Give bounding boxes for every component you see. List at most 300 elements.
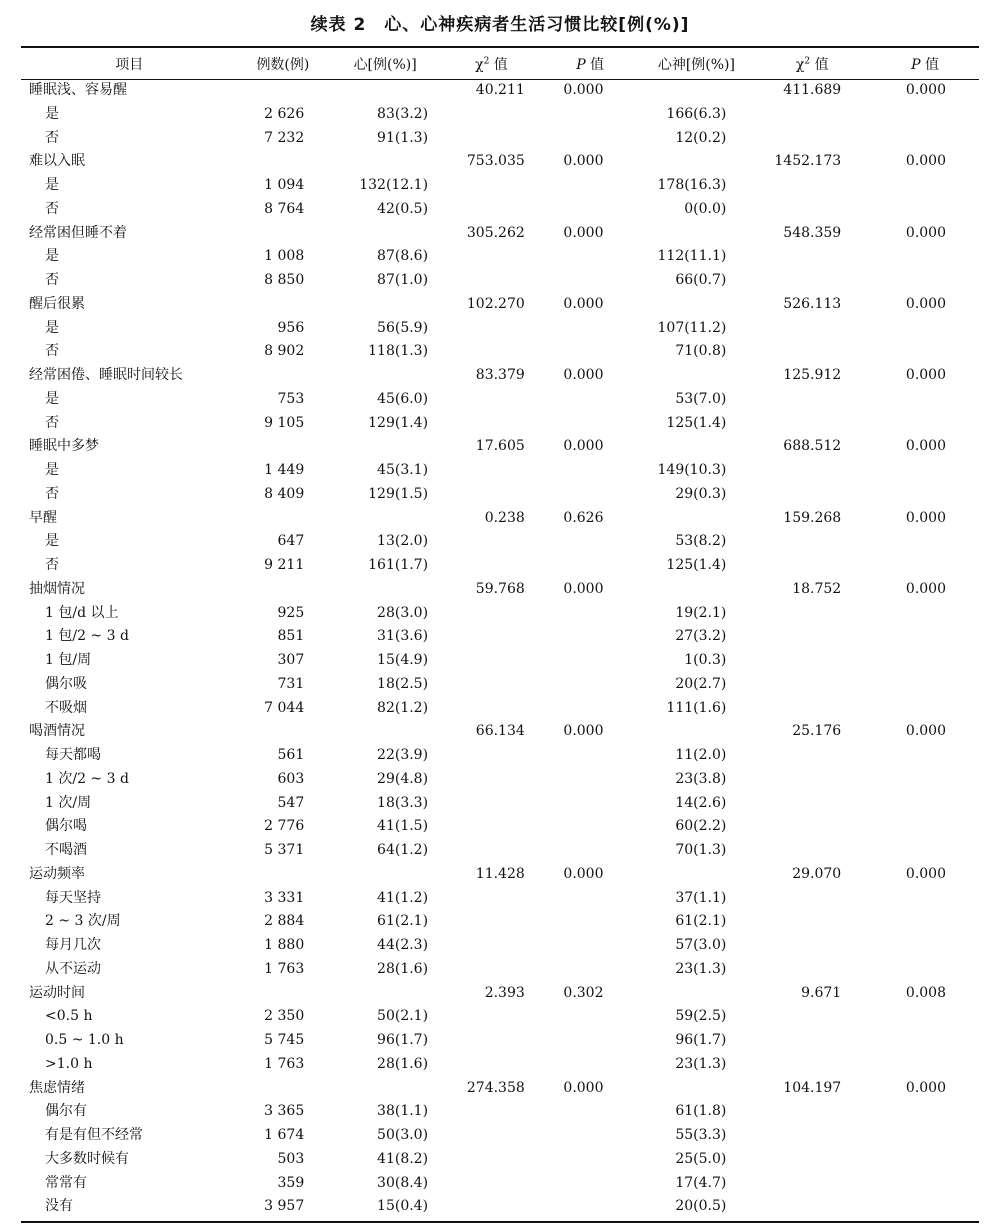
chi-square-cell-2 <box>753 245 871 269</box>
p-value-cell <box>541 958 640 982</box>
p-value-cell <box>541 1124 640 1148</box>
p-value-cell-2 <box>871 934 979 958</box>
p-value-cell <box>541 317 640 341</box>
heart-cell: 64(1.2) <box>377 842 429 858</box>
p-value-cell-2 <box>871 198 979 222</box>
chi-square-cell-2 <box>753 839 871 863</box>
heart-cell: 30(8.4) <box>377 1174 429 1191</box>
header-row <box>21 48 979 79</box>
chi-square-cell-2 <box>753 768 871 792</box>
chi-square-cell <box>442 1172 541 1196</box>
count-cell: 8 902 <box>264 343 305 360</box>
p-value-cell-2 <box>871 1195 979 1219</box>
p-value-cell <box>541 625 640 649</box>
heart-cell: 28(1.6) <box>377 1055 429 1072</box>
p-value-cell-2 <box>871 317 979 341</box>
group-row <box>21 982 979 1006</box>
chi-square-cell <box>442 388 541 412</box>
chi-square-cell <box>442 483 541 507</box>
heart-mind-cell <box>640 222 754 246</box>
heart-mind-cell: 11(2.0) <box>675 747 727 763</box>
table-row <box>21 839 979 863</box>
table-row <box>21 602 979 626</box>
p-value-cell-2 <box>871 815 979 839</box>
chi-square-cell <box>442 1195 541 1219</box>
p-value-cell-2 <box>871 174 979 198</box>
chi-square-cell-2 <box>753 673 871 697</box>
count-cell: 1 880 <box>264 937 305 953</box>
count-cell: 2 350 <box>264 1008 305 1025</box>
heart-cell <box>328 364 442 388</box>
row-label: >1.0 h <box>45 1055 93 1072</box>
table-row <box>21 697 979 721</box>
chi-square-cell-2 <box>753 459 871 483</box>
heart-cell: 41(1.5) <box>377 818 429 835</box>
heart-mind-cell: 23(1.3) <box>675 1055 727 1072</box>
heart-cell <box>328 222 442 246</box>
p-value-cell <box>541 1100 640 1124</box>
heart-cell: 56(5.9) <box>377 319 429 336</box>
count-cell <box>238 364 329 388</box>
heart-mind-cell: 27(3.2) <box>675 628 727 645</box>
group-row <box>21 720 979 744</box>
p-value-cell <box>541 127 640 151</box>
count-cell: 731 <box>277 675 305 692</box>
chi-square-cell-2 <box>753 1029 871 1053</box>
p-value-cell <box>541 1195 640 1219</box>
table-row <box>21 198 979 222</box>
chi-square-cell <box>442 174 541 198</box>
row-label: <0.5 h <box>45 1008 93 1025</box>
count-cell <box>238 1077 329 1101</box>
chi-square-cell <box>442 744 541 768</box>
count-cell: 753 <box>277 390 305 407</box>
heart-cell: 96(1.7) <box>377 1032 429 1048</box>
heart-cell: 118(1.3) <box>368 343 429 360</box>
p-value-cell <box>541 483 640 507</box>
heart-mind-cell: 178(16.3) <box>657 177 727 193</box>
chi-square-cell-2 <box>753 602 871 626</box>
row-label: 偶尔喝 <box>45 818 87 835</box>
p-value-cell <box>541 340 640 364</box>
group-label: 抽烟情况 <box>29 580 85 597</box>
chi-square-cell-2 <box>753 198 871 222</box>
row-label: 否 <box>45 485 59 502</box>
chi-square-cell-2 <box>753 554 871 578</box>
p-value-cell <box>541 1148 640 1172</box>
chi-square-cell: 305.262 <box>466 224 525 241</box>
p-value-cell-2 <box>871 1172 979 1196</box>
heart-cell: 91(1.3) <box>377 129 429 146</box>
chi-square-cell <box>442 934 541 958</box>
p-value-cell <box>541 910 640 934</box>
chi-square-cell <box>442 815 541 839</box>
group-label: 经常困倦、睡眠时间较长 <box>29 367 183 383</box>
heart-cell: 29(4.8) <box>377 770 429 787</box>
count-cell: 1 008 <box>264 248 305 265</box>
heart-mind-cell: 96(1.7) <box>675 1032 727 1048</box>
chi-square-cell-2 <box>753 1124 871 1148</box>
p-value-cell-2 <box>871 768 979 792</box>
heart-mind-cell: 111(1.6) <box>666 699 727 716</box>
table-title: 续表 2 心、心神疾病者生活习惯比较[例(%)] <box>310 15 690 35</box>
p-value-cell-2 <box>871 1029 979 1053</box>
table-row <box>21 388 979 412</box>
heart-mind-cell: 1(0.3) <box>684 652 727 668</box>
heart-cell: 161(1.7) <box>368 557 429 573</box>
p-value-cell-2 <box>871 744 979 768</box>
count-cell: 2 776 <box>264 818 305 835</box>
chi-square-cell-2: 411.689 <box>783 82 842 98</box>
row-label: 是 <box>45 390 59 407</box>
group-row <box>21 578 979 602</box>
row-label: 是 <box>45 319 59 336</box>
table-row <box>21 127 979 151</box>
table-row <box>21 245 979 269</box>
heart-cell: 83(3.2) <box>377 105 429 122</box>
p-value-cell-2 <box>871 340 979 364</box>
count-cell <box>238 222 329 246</box>
count-cell: 561 <box>277 747 305 763</box>
p-value-cell-2 <box>871 483 979 507</box>
table-row <box>21 958 979 982</box>
chi-square-cell-2 <box>753 934 871 958</box>
count-cell: 1 763 <box>264 960 305 977</box>
heart-cell <box>328 79 442 103</box>
row-label: 2 ~ 3 次/周 <box>45 913 121 930</box>
row-label: 常常有 <box>45 1174 87 1191</box>
count-cell <box>238 982 329 1006</box>
table-row <box>21 1148 979 1172</box>
chi-square-cell <box>442 649 541 673</box>
table-body <box>21 79 979 1219</box>
p-value-cell-2 <box>871 1053 979 1077</box>
count-cell <box>238 293 329 317</box>
p-value-cell <box>541 744 640 768</box>
chi-square-cell <box>442 245 541 269</box>
heart-cell: 132(12.1) <box>359 177 429 193</box>
p-value-cell-2 <box>871 887 979 911</box>
p-value-cell-2: 0.000 <box>905 224 946 241</box>
heart-cell: 129(1.5) <box>368 485 429 502</box>
chi-square-cell-2 <box>753 744 871 768</box>
chi-square-cell-2 <box>753 530 871 554</box>
chi-square-cell-2: 125.912 <box>783 367 842 383</box>
count-cell: 956 <box>277 319 305 336</box>
chi-square-cell-2 <box>753 625 871 649</box>
count-cell: 9 211 <box>264 557 305 573</box>
group-label: 难以入眠 <box>29 153 85 170</box>
chi-square-cell-2 <box>753 1195 871 1219</box>
chi-square-cell <box>442 887 541 911</box>
table-row <box>21 1005 979 1029</box>
heart-cell: 41(8.2) <box>377 1150 429 1167</box>
table-row <box>21 317 979 341</box>
chi-square-cell <box>442 340 541 364</box>
count-cell: 8 850 <box>264 272 305 288</box>
p-value-cell-2 <box>871 459 979 483</box>
p-value-cell <box>541 602 640 626</box>
heart-cell: 13(2.0) <box>377 533 429 550</box>
heart-cell: 50(2.1) <box>377 1008 429 1025</box>
heart-mind-cell: 20(0.5) <box>675 1198 727 1215</box>
p-value-cell <box>541 815 640 839</box>
chi-square-cell-2 <box>753 958 871 982</box>
p-value-cell: 0.000 <box>563 295 604 312</box>
heart-mind-cell: 57(3.0) <box>675 937 727 953</box>
table-row <box>21 269 979 293</box>
heart-mind-cell <box>640 293 754 317</box>
table-row <box>21 910 979 934</box>
row-label: 否 <box>45 557 59 573</box>
count-cell <box>238 720 329 744</box>
chi-square-cell: 66.134 <box>475 723 525 740</box>
p-value-cell <box>541 412 640 436</box>
chi-square-cell <box>442 412 541 436</box>
heart-cell <box>328 982 442 1006</box>
chi-square-cell <box>442 839 541 863</box>
heart-mind-cell: 125(1.4) <box>666 414 727 431</box>
chi-square-cell-2: 688.512 <box>783 438 842 455</box>
chi-square-cell <box>442 768 541 792</box>
chi-square-cell-2 <box>753 1053 871 1077</box>
count-cell: 603 <box>277 770 305 787</box>
row-label: 1 包/周 <box>45 652 92 668</box>
count-cell: 8 764 <box>264 200 305 217</box>
heart-cell: 45(3.1) <box>377 462 429 478</box>
row-label: 否 <box>45 200 59 217</box>
row-label: 从不运动 <box>45 960 101 977</box>
row-label: 偶尔有 <box>45 1103 87 1120</box>
chi-square-cell-2: 548.359 <box>783 224 842 241</box>
count-cell: 3 365 <box>264 1103 305 1120</box>
header-p-value: P 值 <box>576 56 605 73</box>
header-heart-mind: 心神[例(%)] <box>657 56 735 73</box>
p-value-cell-2 <box>871 412 979 436</box>
row-label: 否 <box>45 129 59 146</box>
chi-square-cell-2: 25.176 <box>792 723 842 740</box>
count-cell: 547 <box>277 794 305 811</box>
bottom-rule <box>21 1221 979 1223</box>
chi-square-cell: 11.428 <box>475 865 525 882</box>
table-row <box>21 1172 979 1196</box>
heart-mind-cell: 29(0.3) <box>675 485 727 502</box>
group-label: 焦虑情绪 <box>29 1079 85 1096</box>
heart-cell <box>328 863 442 887</box>
count-cell: 3 331 <box>264 889 305 906</box>
p-value-cell: 0.000 <box>563 865 604 882</box>
chi-square-cell <box>442 269 541 293</box>
heart-mind-cell: 17(4.7) <box>675 1174 727 1191</box>
p-value-cell <box>541 839 640 863</box>
row-label: 每月几次 <box>45 937 101 953</box>
group-row <box>21 507 979 531</box>
group-label: 运动频率 <box>29 865 85 882</box>
group-row <box>21 293 979 317</box>
count-cell <box>238 79 329 103</box>
chi-square-cell <box>442 530 541 554</box>
chi-square-cell <box>442 127 541 151</box>
row-label: 1 包/d 以上 <box>45 604 119 621</box>
group-row <box>21 1077 979 1101</box>
p-value-cell <box>541 174 640 198</box>
chi-square-cell: 17.605 <box>475 438 525 455</box>
heart-mind-cell <box>640 1077 754 1101</box>
p-value-cell: 0.000 <box>563 224 604 241</box>
count-cell: 3 957 <box>264 1198 305 1215</box>
table-row <box>21 1124 979 1148</box>
table-row <box>21 1053 979 1077</box>
row-label: 大多数时候有 <box>45 1150 129 1167</box>
heart-cell <box>328 150 442 174</box>
group-row <box>21 364 979 388</box>
heart-mind-cell <box>640 364 754 388</box>
p-value-cell: 0.000 <box>563 82 604 98</box>
lifestyle-comparison-table <box>21 48 979 1219</box>
heart-cell: 42(0.5) <box>377 200 429 217</box>
p-value-cell-2 <box>871 673 979 697</box>
chi-square-cell-2: 104.197 <box>783 1079 842 1096</box>
chi-square-cell-2 <box>753 388 871 412</box>
heart-cell: 38(1.1) <box>377 1103 429 1120</box>
row-label: 不喝酒 <box>45 842 87 858</box>
chi-square-cell: 753.035 <box>466 153 525 170</box>
chi-square-cell: 2.393 <box>484 984 525 1001</box>
count-cell: 925 <box>277 604 305 621</box>
header-item: 项目 <box>115 56 144 73</box>
p-value-cell <box>541 1172 640 1196</box>
p-value-cell <box>541 554 640 578</box>
heart-cell: 22(3.9) <box>377 747 429 763</box>
row-label: 没有 <box>45 1198 73 1215</box>
chi-square-cell: 0.238 <box>484 509 525 526</box>
p-value-cell: 0.000 <box>563 1079 604 1096</box>
p-value-cell <box>541 245 640 269</box>
chi-square-cell-2 <box>753 887 871 911</box>
row-label: 1 次/2 ~ 3 d <box>45 770 129 787</box>
chi-square-cell-2: 526.113 <box>783 295 842 312</box>
table-row <box>21 792 979 816</box>
count-cell: 7 232 <box>264 129 305 146</box>
chi-square-cell-2 <box>753 1148 871 1172</box>
p-value-cell-2 <box>871 388 979 412</box>
table-row <box>21 103 979 127</box>
row-label: 有是有但不经常 <box>45 1127 143 1143</box>
table-row <box>21 1100 979 1124</box>
heart-mind-cell: 0(0.0) <box>684 200 727 217</box>
p-value-cell-2 <box>871 245 979 269</box>
table-row <box>21 625 979 649</box>
p-value-cell-2 <box>871 625 979 649</box>
group-row <box>21 435 979 459</box>
table-row <box>21 1029 979 1053</box>
heart-cell: 15(0.4) <box>377 1198 429 1215</box>
heart-cell: 87(1.0) <box>377 272 429 288</box>
heart-mind-cell: 125(1.4) <box>666 557 727 573</box>
p-value-cell: 0.302 <box>563 984 604 1001</box>
count-cell <box>238 863 329 887</box>
count-cell: 1 674 <box>264 1127 305 1143</box>
heart-mind-cell: 70(1.3) <box>675 842 727 858</box>
row-label: 是 <box>45 248 59 265</box>
p-value-cell-2: 0.000 <box>905 723 946 740</box>
chi-square-cell-2 <box>753 127 871 151</box>
heart-mind-cell: 60(2.2) <box>675 818 727 835</box>
heart-mind-cell: 166(6.3) <box>666 105 727 122</box>
p-value-cell-2: 0.000 <box>905 865 946 882</box>
row-label: 是 <box>45 462 59 478</box>
p-value-cell-2 <box>871 1100 979 1124</box>
chi-square-cell <box>442 459 541 483</box>
heart-mind-cell <box>640 150 754 174</box>
chi-square-cell <box>442 317 541 341</box>
row-label: 1 次/周 <box>45 794 92 811</box>
group-row <box>21 222 979 246</box>
p-value-cell-2: 0.000 <box>905 1079 946 1096</box>
count-cell: 503 <box>277 1150 305 1167</box>
header-chi-square-2: $\chi^2$ 值 <box>795 55 829 73</box>
heart-mind-cell <box>640 720 754 744</box>
p-value-cell <box>541 103 640 127</box>
heart-mind-cell <box>640 982 754 1006</box>
heart-mind-cell: 14(2.6) <box>675 794 727 811</box>
heart-cell <box>328 435 442 459</box>
heart-cell: 18(2.5) <box>377 675 429 692</box>
chi-square-cell <box>442 958 541 982</box>
heart-mind-cell: 107(11.2) <box>657 319 727 336</box>
count-cell <box>238 435 329 459</box>
table-row <box>21 340 979 364</box>
p-value-cell-2: 0.000 <box>905 367 946 383</box>
chi-square-cell: 102.270 <box>466 295 525 312</box>
heart-cell <box>328 293 442 317</box>
row-label: 0.5 ~ 1.0 h <box>45 1032 124 1048</box>
count-cell: 2 626 <box>264 105 305 122</box>
table-row <box>21 744 979 768</box>
heart-cell: 28(1.6) <box>377 960 429 977</box>
heart-mind-cell: 53(8.2) <box>675 533 727 550</box>
row-label: 否 <box>45 272 59 288</box>
group-row <box>21 150 979 174</box>
count-cell: 9 105 <box>264 414 305 431</box>
chi-square-cell <box>442 1148 541 1172</box>
p-value-cell-2 <box>871 103 979 127</box>
p-value-cell <box>541 887 640 911</box>
table-row <box>21 459 979 483</box>
row-label: 每天坚持 <box>45 889 101 906</box>
heart-cell <box>328 578 442 602</box>
chi-square-cell-2: 9.671 <box>801 984 842 1001</box>
table-row <box>21 554 979 578</box>
chi-square-cell <box>442 1005 541 1029</box>
chi-square-cell <box>442 602 541 626</box>
p-value-cell: 0.000 <box>563 723 604 740</box>
count-cell: 359 <box>277 1174 305 1191</box>
row-label: 每天都喝 <box>45 747 101 763</box>
p-value-cell <box>541 1053 640 1077</box>
p-value-cell-2: 0.000 <box>905 509 946 526</box>
count-cell: 8 409 <box>264 485 305 502</box>
p-value-cell-2 <box>871 697 979 721</box>
count-cell: 1 094 <box>264 177 305 193</box>
chi-square-cell-2: 159.268 <box>783 509 842 526</box>
chi-square-cell-2 <box>753 340 871 364</box>
p-value-cell-2: 0.000 <box>905 153 946 170</box>
heart-mind-cell <box>640 863 754 887</box>
heart-cell <box>328 720 442 744</box>
p-value-cell-2 <box>871 1148 979 1172</box>
row-label: 是 <box>45 177 59 193</box>
